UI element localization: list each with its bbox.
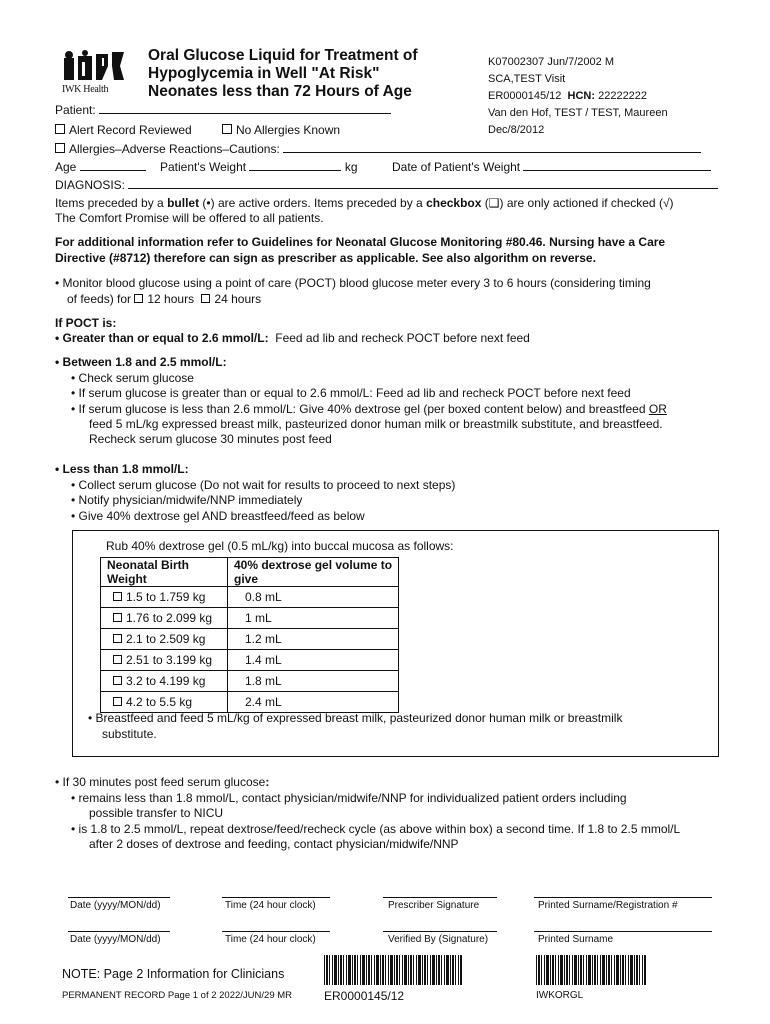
no-allergies-checkbox[interactable]: No Allergies Known <box>222 123 340 137</box>
between-item-cont: feed 5 mL/kg expressed breast milk, pasteurized donor human milk or breastmilk substitute, and breastfeed. <box>89 417 663 431</box>
diagnosis-field[interactable]: DIAGNOSIS: <box>55 178 718 192</box>
weight-field[interactable]: Patient's Weight kg <box>160 160 358 174</box>
between-heading: • Between 1.8 and 2.5 mmol/L: <box>55 355 227 369</box>
time-verify-line[interactable] <box>222 931 330 932</box>
dose-intro: Rub 40% dextrose gel (0.5 mL/kg) into buccal mucosa as follows: <box>106 539 454 553</box>
checkbox-icon[interactable] <box>113 697 122 706</box>
guideline-note-2: Directive (#8712) therefore can sign as prescriber as applicable. See also algorithm on reverse. <box>55 251 596 265</box>
less-item: • Give 40% dextrose gel AND breastfeed/feed as below <box>71 509 365 523</box>
less-heading: • Less than 1.8 mmol/L: <box>55 462 189 476</box>
checkbox-icon[interactable] <box>222 124 232 134</box>
checkbox-icon[interactable] <box>113 613 122 622</box>
opt-24-hours[interactable]: 24 hours <box>201 292 261 306</box>
allergies-blank[interactable] <box>283 142 701 153</box>
weight-date-field[interactable]: Date of Patient's Weight <box>392 160 711 174</box>
dose-note-2: substitute. <box>102 727 157 741</box>
table-row[interactable]: 1.76 to 2.099 kg 1 mL <box>101 608 399 629</box>
table-row[interactable]: 2.51 to 3.199 kg 1.4 mL <box>101 650 399 671</box>
checkbox-icon[interactable] <box>113 676 122 685</box>
printed-surname-line[interactable] <box>534 931 712 932</box>
title-line-3: Neonates less than 72 Hours of Age <box>148 83 412 100</box>
sig-label: Date (yyyy/MON/dd) <box>70 934 161 945</box>
dose-table-header <box>101 558 399 587</box>
patient-label-block <box>488 54 668 139</box>
allergies-field[interactable]: Allergies–Adverse Reactions–Cautions: <box>55 142 701 156</box>
time-signature-line[interactable] <box>222 897 330 898</box>
patient-field[interactable] <box>55 103 391 117</box>
iwk-health-logo <box>62 50 128 98</box>
sig-label: Time (24 hour clock) <box>225 934 316 945</box>
followup-item: • is 1.8 to 2.5 mmol/L, repeat dextrose/feed/recheck cycle (as above within box) a second time. If 1.8 to 2.5 mmol/L <box>71 822 681 836</box>
table-row[interactable]: 1.5 to 1.759 kg 0.8 mL <box>101 587 399 608</box>
alert-reviewed-checkbox[interactable]: Alert Record Reviewed <box>55 123 192 137</box>
patient-name-visit: SCA,TEST Visit <box>488 73 566 85</box>
barcode-icon <box>536 955 646 985</box>
table-row[interactable]: 4.2 to 5.5 kg 2.4 mL <box>101 692 399 713</box>
diagnosis-blank[interactable] <box>128 178 718 189</box>
sig-label: Verified By (Signature) <box>388 934 489 945</box>
poct-heading: If POCT is: <box>55 316 117 330</box>
patient-physician: Van den Hof, TEST / TEST, Maureen <box>488 107 668 119</box>
patient-date: Dec/8/2012 <box>488 124 545 136</box>
sig-label: Date (yyyy/MON/dd) <box>70 900 161 911</box>
age-blank[interactable] <box>80 160 146 171</box>
intro-line-2: The Comfort Promise will be offered to all patients. <box>55 211 324 225</box>
checkbox-icon[interactable] <box>55 143 65 153</box>
table-row[interactable]: 2.1 to 2.509 kg 1.2 mL <box>101 629 399 650</box>
form-code: IWKORGL <box>536 990 584 1001</box>
sig-label: Printed Surname <box>538 934 614 945</box>
followup-item-cont: after 2 doses of dextrose and feeding, contact physician/midwife/NNP <box>89 837 459 851</box>
followup-item-cont: possible transfer to NICU <box>89 806 224 820</box>
between-item: • Check serum glucose <box>71 371 194 385</box>
dose-note-1: • Breastfeed and feed 5 mL/kg of expressed breast milk, pasteurized donor human milk or breastmilk <box>88 711 623 725</box>
sig-label: Prescriber Signature <box>388 900 480 911</box>
poct-ge26: • Greater than or equal to 2.6 mmol/L: Feed ad lib and recheck POCT before next feed <box>55 331 530 345</box>
guideline-note-1: For additional information refer to Guidelines for Neonatal Glucose Monitoring #80.46. Nursing have a Care <box>55 235 666 249</box>
col-birth-weight: Neonatal Birth Weight <box>101 558 228 587</box>
verified-by-signature-line[interactable] <box>383 931 497 932</box>
checkbox-icon[interactable] <box>113 592 122 601</box>
less-item: • Collect serum glucose (Do not wait for results to proceed to next steps) <box>71 478 456 492</box>
footer-note: NOTE: Page 2 Information for Clinicians <box>62 967 285 981</box>
table-row[interactable]: 3.2 to 4.199 kg 1.8 mL <box>101 671 399 692</box>
permanent-record: PERMANENT RECORD Page 1 of 2 2022/JUN/29 MR <box>62 990 293 1001</box>
title-line-2: Hypoglycemia in Well "At Risk" <box>148 65 380 82</box>
patient-label: Patient: <box>55 103 96 117</box>
form-title <box>148 47 448 101</box>
monitor-line-2: of feeds) for 12 hours 24 hours <box>67 292 262 306</box>
surname-registration-line[interactable] <box>534 897 712 898</box>
record-id: ER0000145/12 <box>324 989 405 1003</box>
patient-encounter: ER0000145/12 HCN: 22222222 <box>488 90 648 102</box>
followup-item: • remains less than 1.8 mmol/L, contact physician/midwife/NNP for individualized patient orders including <box>71 791 627 805</box>
weight-date-blank[interactable] <box>523 160 711 171</box>
checkbox-icon[interactable] <box>113 655 122 664</box>
followup-heading: • If 30 minutes post feed serum glucose: <box>55 775 270 789</box>
intro-line-1: Items preceded by a bullet (•) are active orders. Items preceded by a checkbox (❑) are only actioned if checked (√) <box>55 196 674 210</box>
between-item: • If serum glucose is greater than or equal to 2.6 mmol/L: Feed ad lib and recheck POCT before next feed <box>71 386 631 400</box>
age-field[interactable]: Age <box>55 160 146 174</box>
between-item: • If serum glucose is less than 2.6 mmol/L: Give 40% dextrose gel (per boxed content below) and breastfeed OR <box>71 402 667 416</box>
title-line-1: Oral Glucose Liquid for Treatment of <box>148 47 418 64</box>
checkbox-icon[interactable] <box>55 124 65 134</box>
patient-mrn-dob: K07002307 Jun/7/2002 M <box>488 56 614 68</box>
weight-blank[interactable] <box>249 160 341 171</box>
checkbox-icon[interactable] <box>134 294 143 303</box>
less-item: • Notify physician/midwife/NNP immediately <box>71 493 303 507</box>
prescriber-signature-line[interactable] <box>383 897 497 898</box>
sig-label: Time (24 hour clock) <box>225 900 316 911</box>
dose-table <box>100 557 399 713</box>
logo-text: IWK Health <box>62 84 109 95</box>
patient-blank[interactable] <box>99 103 391 114</box>
col-gel-volume: 40% dextrose gel volume to give <box>228 558 399 587</box>
monitor-line-1: • Monitor blood glucose using a point of care (POCT) blood glucose meter every 3 to 6 hours (considering timing <box>55 276 651 290</box>
between-item-cont: Recheck serum glucose 30 minutes post feed <box>89 432 332 446</box>
barcode-icon <box>324 955 462 985</box>
sig-label: Printed Surname/Registration # <box>538 900 678 911</box>
date-signature-line[interactable] <box>68 897 170 898</box>
date-verify-line[interactable] <box>68 931 170 932</box>
checkbox-icon[interactable] <box>201 294 210 303</box>
opt-12-hours[interactable]: 12 hours <box>134 292 194 306</box>
checkbox-icon[interactable] <box>113 634 122 643</box>
